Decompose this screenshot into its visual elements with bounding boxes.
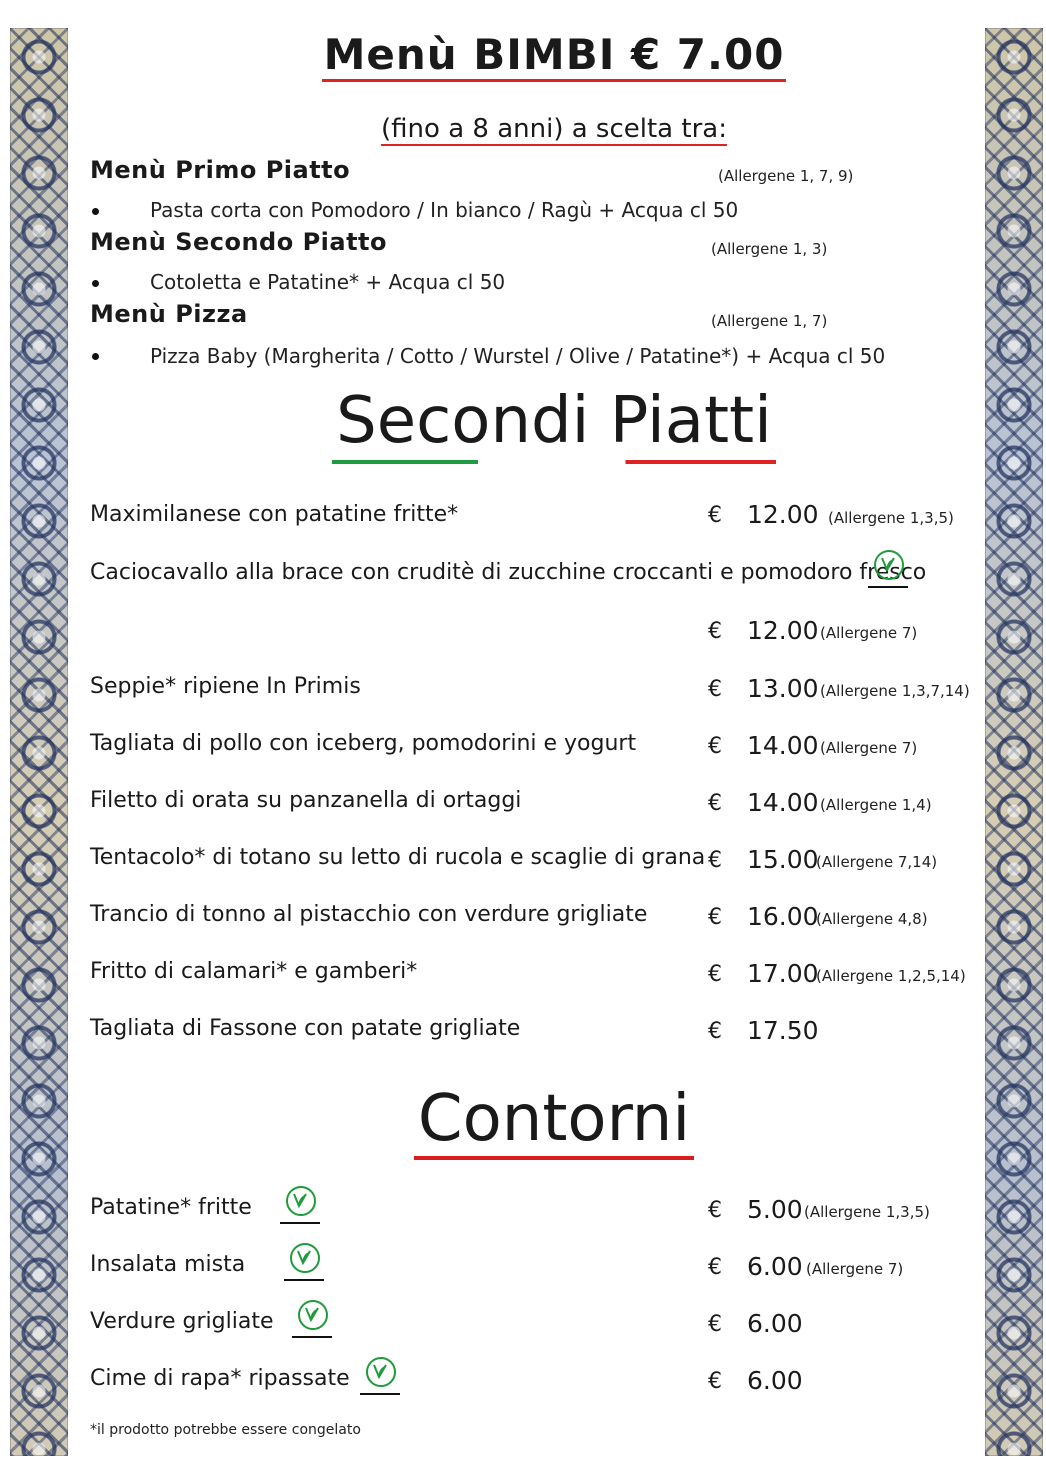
kids-option-allergens: (Allergene 1, 3) bbox=[711, 240, 828, 258]
secondi-section-title: Secondi Piatti bbox=[336, 384, 772, 458]
currency-symbol: € bbox=[708, 962, 722, 987]
contorni-section-title: Contorni bbox=[0, 1082, 1046, 1156]
dish-allergens: (Allergene 1,3,5) bbox=[828, 509, 954, 527]
currency-symbol: € bbox=[708, 734, 722, 759]
dish-price: 17.00 bbox=[747, 959, 819, 988]
side-dish-name: Patatine* fritte bbox=[90, 1195, 252, 1220]
dish-name: Filetto di orata su panzanella di ortaggi bbox=[90, 788, 522, 813]
dish-price: 15.00 bbox=[747, 845, 819, 874]
vegetarian-leaf-icon bbox=[284, 1243, 326, 1283]
currency-symbol: € bbox=[708, 1198, 722, 1223]
dish-allergens: (Allergene 7) bbox=[820, 624, 918, 642]
kids-option-item: Cotoletta e Patatine* + Acqua cl 50 bbox=[150, 270, 506, 294]
side-dish-price: 6.00 bbox=[747, 1252, 803, 1281]
currency-symbol: € bbox=[708, 791, 722, 816]
kids-option-heading: Menù Pizza bbox=[90, 300, 248, 328]
dish-allergens: (Allergene 4,8) bbox=[816, 910, 928, 928]
dish-price: 13.00 bbox=[747, 674, 819, 703]
currency-symbol: € bbox=[708, 619, 722, 644]
currency-symbol: € bbox=[708, 1255, 722, 1280]
dish-name: Caciocavallo alla brace con cruditè di zucchine croccanti e pomodoro fresco bbox=[90, 560, 927, 585]
side-dish-name: Verdure grigliate bbox=[90, 1309, 274, 1334]
dish-price: 14.00 bbox=[747, 788, 819, 817]
currency-symbol: € bbox=[708, 1019, 722, 1044]
kids-menu-title: Menù BIMBI € 7.00 bbox=[0, 30, 1046, 79]
dish-price: 12.00 bbox=[747, 500, 819, 529]
currency-symbol: € bbox=[708, 503, 722, 528]
vegetarian-leaf-icon bbox=[360, 1357, 402, 1397]
dish-allergens: (Allergene 1,4) bbox=[820, 796, 932, 814]
dish-price: 16.00 bbox=[747, 902, 819, 931]
kids-menu-subtitle: (fino a 8 anni) a scelta tra: bbox=[381, 114, 727, 144]
dish-name: Trancio di tonno al pistacchio con verdure grigliate bbox=[90, 902, 648, 927]
bullet-icon bbox=[92, 208, 99, 215]
decorative-tile-border-right bbox=[985, 28, 1043, 1456]
side-dish-name: Insalata mista bbox=[90, 1252, 246, 1277]
kids-option-item: Pizza Baby (Margherita / Cotto / Wurstel / Olive / Patatine*) + Acqua cl 50 bbox=[150, 344, 886, 368]
dish-name: Tagliata di pollo con iceberg, pomodorini e yogurt bbox=[90, 731, 637, 756]
currency-symbol: € bbox=[708, 1369, 722, 1394]
footnote: *il prodotto potrebbe essere congelato bbox=[90, 1422, 361, 1438]
kids-option-heading: Menù Primo Piatto bbox=[90, 156, 351, 184]
currency-symbol: € bbox=[708, 905, 722, 930]
dish-name: Tagliata di Fassone con patate grigliate bbox=[90, 1016, 521, 1041]
currency-symbol: € bbox=[708, 848, 722, 873]
dish-name: Seppie* ripiene In Primis bbox=[90, 674, 361, 699]
side-dish-name: Cime di rapa* ripassate bbox=[90, 1366, 350, 1391]
side-dish-allergens: (Allergene 7) bbox=[806, 1260, 904, 1278]
dish-price: 14.00 bbox=[747, 731, 819, 760]
dish-name: Tentacolo* di totano su letto di rucola e scaglie di grana bbox=[90, 845, 706, 870]
vegetarian-leaf-icon bbox=[868, 550, 910, 590]
decorative-tile-border-left bbox=[10, 28, 68, 1456]
bullet-icon bbox=[92, 280, 99, 287]
dish-allergens: (Allergene 7,14) bbox=[816, 853, 938, 871]
currency-symbol: € bbox=[708, 677, 722, 702]
side-dish-allergens: (Allergene 1,3,5) bbox=[804, 1203, 930, 1221]
kids-option-heading: Menù Secondo Piatto bbox=[90, 228, 388, 256]
kids-option-allergens: (Allergene 1, 7) bbox=[711, 312, 828, 330]
dish-price: 12.00 bbox=[747, 616, 819, 645]
dish-price: 17.50 bbox=[747, 1016, 819, 1045]
dish-allergens: (Allergene 1,2,5,14) bbox=[816, 967, 966, 985]
currency-symbol: € bbox=[708, 1312, 722, 1337]
dish-name: Maximilanese con patatine fritte* bbox=[90, 502, 459, 527]
vegetarian-leaf-icon bbox=[292, 1300, 334, 1340]
bullet-icon bbox=[92, 353, 99, 360]
kids-option-allergens: (Allergene 1, 7, 9) bbox=[718, 167, 854, 185]
vegetarian-leaf-icon bbox=[280, 1186, 322, 1226]
dish-allergens: (Allergene 7) bbox=[820, 739, 918, 757]
dish-name: Fritto di calamari* e gamberi* bbox=[90, 959, 418, 984]
side-dish-price: 6.00 bbox=[747, 1366, 803, 1395]
kids-option-item: Pasta corta con Pomodoro / In bianco / Ragù + Acqua cl 50 bbox=[150, 198, 739, 222]
dish-allergens: (Allergene 1,3,7,14) bbox=[820, 682, 970, 700]
side-dish-price: 6.00 bbox=[747, 1309, 803, 1338]
side-dish-price: 5.00 bbox=[747, 1195, 803, 1224]
